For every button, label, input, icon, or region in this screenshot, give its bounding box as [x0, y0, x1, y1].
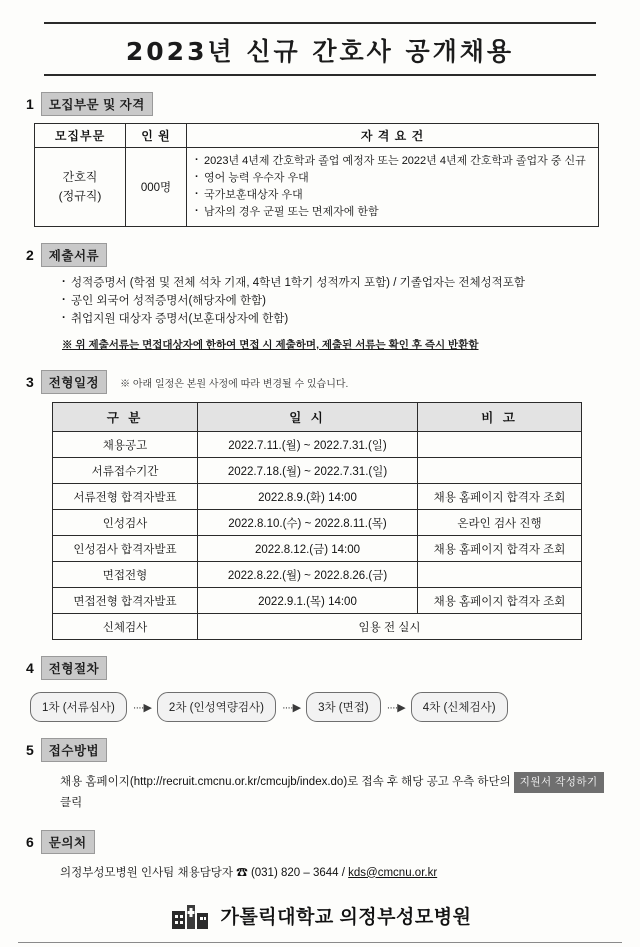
- cell-datetime: 2022.8.9.(화) 14:00: [198, 484, 418, 510]
- table-header-row: [35, 124, 599, 148]
- footer-rule: [18, 942, 622, 943]
- table-row: [53, 484, 582, 510]
- list-item: · 영어 능력 우수자 우대: [195, 170, 590, 187]
- section-5-heading: [26, 738, 614, 762]
- header-datetime: 일 시: [198, 403, 418, 432]
- document-list-block: [62, 275, 614, 354]
- contact-email[interactable]: kds@cmcnu.or.kr: [348, 866, 438, 879]
- section-5-number: 5: [26, 742, 34, 758]
- field-line-1: 간호직: [62, 169, 98, 184]
- contact-phone: (031) 820 – 3644: [250, 866, 339, 879]
- title-rule-top: [44, 22, 596, 24]
- section-1-heading: [26, 92, 614, 116]
- section-4-number: 4: [26, 660, 34, 676]
- schedule-note: ※ 아래 일정은 본원 사정에 따라 변경될 수 있습니다.: [120, 378, 349, 390]
- cell-datetime: 임용 전 실시: [198, 614, 582, 640]
- apply-text-before: 채용 홈페이지(: [60, 776, 134, 788]
- section-schedule: [0, 370, 640, 394]
- cell-remark: 채용 홈페이지 합격자 조회: [418, 484, 582, 510]
- table-row: [53, 588, 582, 614]
- section-6-number: 6: [26, 833, 34, 850]
- cell-datetime: 2022.7.11.(월) ~ 2022.7.31.(일): [198, 432, 418, 458]
- apply-instructions: [60, 772, 614, 814]
- header-remark: 비 고: [418, 403, 582, 432]
- section-6-heading: [26, 830, 614, 854]
- apply-text-after: 클릭: [60, 796, 83, 809]
- title-rule-bottom: [44, 74, 596, 76]
- section-2-heading: [26, 243, 614, 267]
- cell-division: 신체검사: [53, 614, 198, 640]
- table-row: [53, 458, 582, 484]
- header-qualifications: 자 격 요 건: [187, 124, 599, 148]
- process-step-2: 2차 (인성역량검사): [157, 692, 276, 722]
- arrow-icon: ····▶: [132, 701, 151, 714]
- cell-division: 인성검사 합격자발표: [53, 536, 198, 562]
- cell-division: 서류전형 합격자발표: [53, 484, 198, 510]
- cell-field: [35, 148, 126, 227]
- header-count: 인 원: [126, 124, 187, 148]
- contact-line: [60, 864, 614, 880]
- list-item: · 공인 외국어 성적증명서(해당자에 한함): [62, 293, 614, 311]
- process-step-4: 4차 (신체검사): [411, 692, 508, 722]
- cell-datetime: 2022.8.12.(금) 14:00: [198, 536, 418, 562]
- header-division: 구 분: [53, 403, 198, 432]
- cell-datetime: 2022.8.22.(월) ~ 2022.8.26.(금): [198, 562, 418, 588]
- cell-remark: 채용 홈페이지 합격자 조회: [418, 536, 582, 562]
- section-3-label: 전형일정: [41, 370, 107, 394]
- cell-remark: [418, 432, 582, 458]
- cell-division: 서류접수기간: [53, 458, 198, 484]
- cell-datetime: 2022.8.10.(수) ~ 2022.8.11.(목): [198, 510, 418, 536]
- phone-icon: ☎: [236, 866, 248, 879]
- contact-org: 의정부성모병원 인사팀 채용담당자: [60, 866, 234, 879]
- section-documents: [0, 243, 640, 354]
- list-item: · 취업지원 대상자 증명서(보훈대상자에 한함): [62, 311, 614, 329]
- cell-division: 면접전형 합격자발표: [53, 588, 198, 614]
- document-list: [62, 275, 614, 328]
- table-row: [53, 510, 582, 536]
- list-item: · 성적증명서 (학점 및 전체 석차 기재, 4학년 1학기 성적까지 포함) / 기졸업자는 전체성적포함: [62, 275, 614, 293]
- contact-separator: /: [341, 866, 345, 879]
- qualification-list: [195, 153, 590, 221]
- hospital-logo-icon: [169, 899, 211, 931]
- document-page: [0, 22, 640, 947]
- title-block: [30, 22, 610, 76]
- list-item: · 남자의 경우 군필 또는 면제자에 한함: [195, 204, 590, 221]
- table-row: [53, 562, 582, 588]
- section-4-heading: [26, 656, 614, 680]
- cell-remark: 채용 홈페이지 합격자 조회: [418, 588, 582, 614]
- arrow-icon: ····▶: [386, 701, 405, 714]
- table-row: [35, 148, 599, 227]
- schedule-table: [52, 402, 582, 640]
- table-row: [53, 432, 582, 458]
- section-2-number: 2: [26, 247, 34, 264]
- table-header-row: [53, 403, 582, 432]
- section-1-label: 모집부문 및 자격: [41, 92, 153, 116]
- footer-logo: [0, 883, 640, 947]
- cell-division: 채용공고: [53, 432, 198, 458]
- process-step-3: 3차 (면접): [306, 692, 381, 722]
- process-step-1: 1차 (서류심사): [30, 692, 127, 722]
- cell-qualifications: [187, 148, 599, 227]
- cell-remark: 온라인 검사 진행: [418, 510, 582, 536]
- section-4-label: 전형절차: [41, 656, 107, 680]
- table-row: [53, 536, 582, 562]
- cell-datetime: 2022.9.1.(목) 14:00: [198, 588, 418, 614]
- section-process: [0, 656, 640, 680]
- page-title: 2023년 신규 간호사 공개채용: [125, 37, 515, 66]
- section-3-number: 3: [26, 374, 34, 390]
- section-recruitment: [0, 92, 640, 116]
- table-row: [53, 614, 582, 640]
- cell-division: 인성검사: [53, 510, 198, 536]
- section-6-label: 문의처: [41, 830, 95, 854]
- documents-note: ※ 위 제출서류는 면접대상자에 한하여 면접 시 제출하며, 제출된 서류는 확인 후 즉시 반환함: [62, 338, 479, 351]
- field-line-2: (정규직): [58, 189, 102, 204]
- list-item: · 국가보훈대상자 우대: [195, 187, 590, 204]
- apply-button[interactable]: 지원서 작성하기: [514, 772, 604, 793]
- header-field: 모집부문: [35, 124, 126, 148]
- cell-datetime: 2022.7.18.(월) ~ 2022.7.31.(일): [198, 458, 418, 484]
- list-item: · 2023년 4년제 간호학과 졸업 예정자 또는 2022년 4년제 간호학과 졸업자 중 신규: [195, 153, 590, 170]
- cell-remark: [418, 562, 582, 588]
- section-5-label: 접수방법: [41, 738, 107, 762]
- cell-remark: [418, 458, 582, 484]
- apply-text-middle: )로 접속 후 해당 공고 우측 하단의: [343, 776, 511, 788]
- recruitment-table: [34, 123, 599, 227]
- section-1-number: 1: [26, 96, 34, 112]
- section-apply: [0, 738, 640, 814]
- section-3-heading: [26, 370, 614, 394]
- section-contact: [0, 830, 640, 880]
- footer-logo-text: 가톨릭대학교 의정부성모병원: [220, 906, 472, 928]
- recruit-site-link[interactable]: http://recruit.cmcnu.or.kr/cmcujb/index.do: [133, 776, 344, 788]
- cell-division: 면접전형: [53, 562, 198, 588]
- arrow-icon: ····▶: [281, 701, 301, 714]
- cell-count: 000명: [126, 148, 187, 227]
- process-flow: [30, 692, 640, 722]
- section-2-label: 제출서류: [41, 243, 107, 267]
